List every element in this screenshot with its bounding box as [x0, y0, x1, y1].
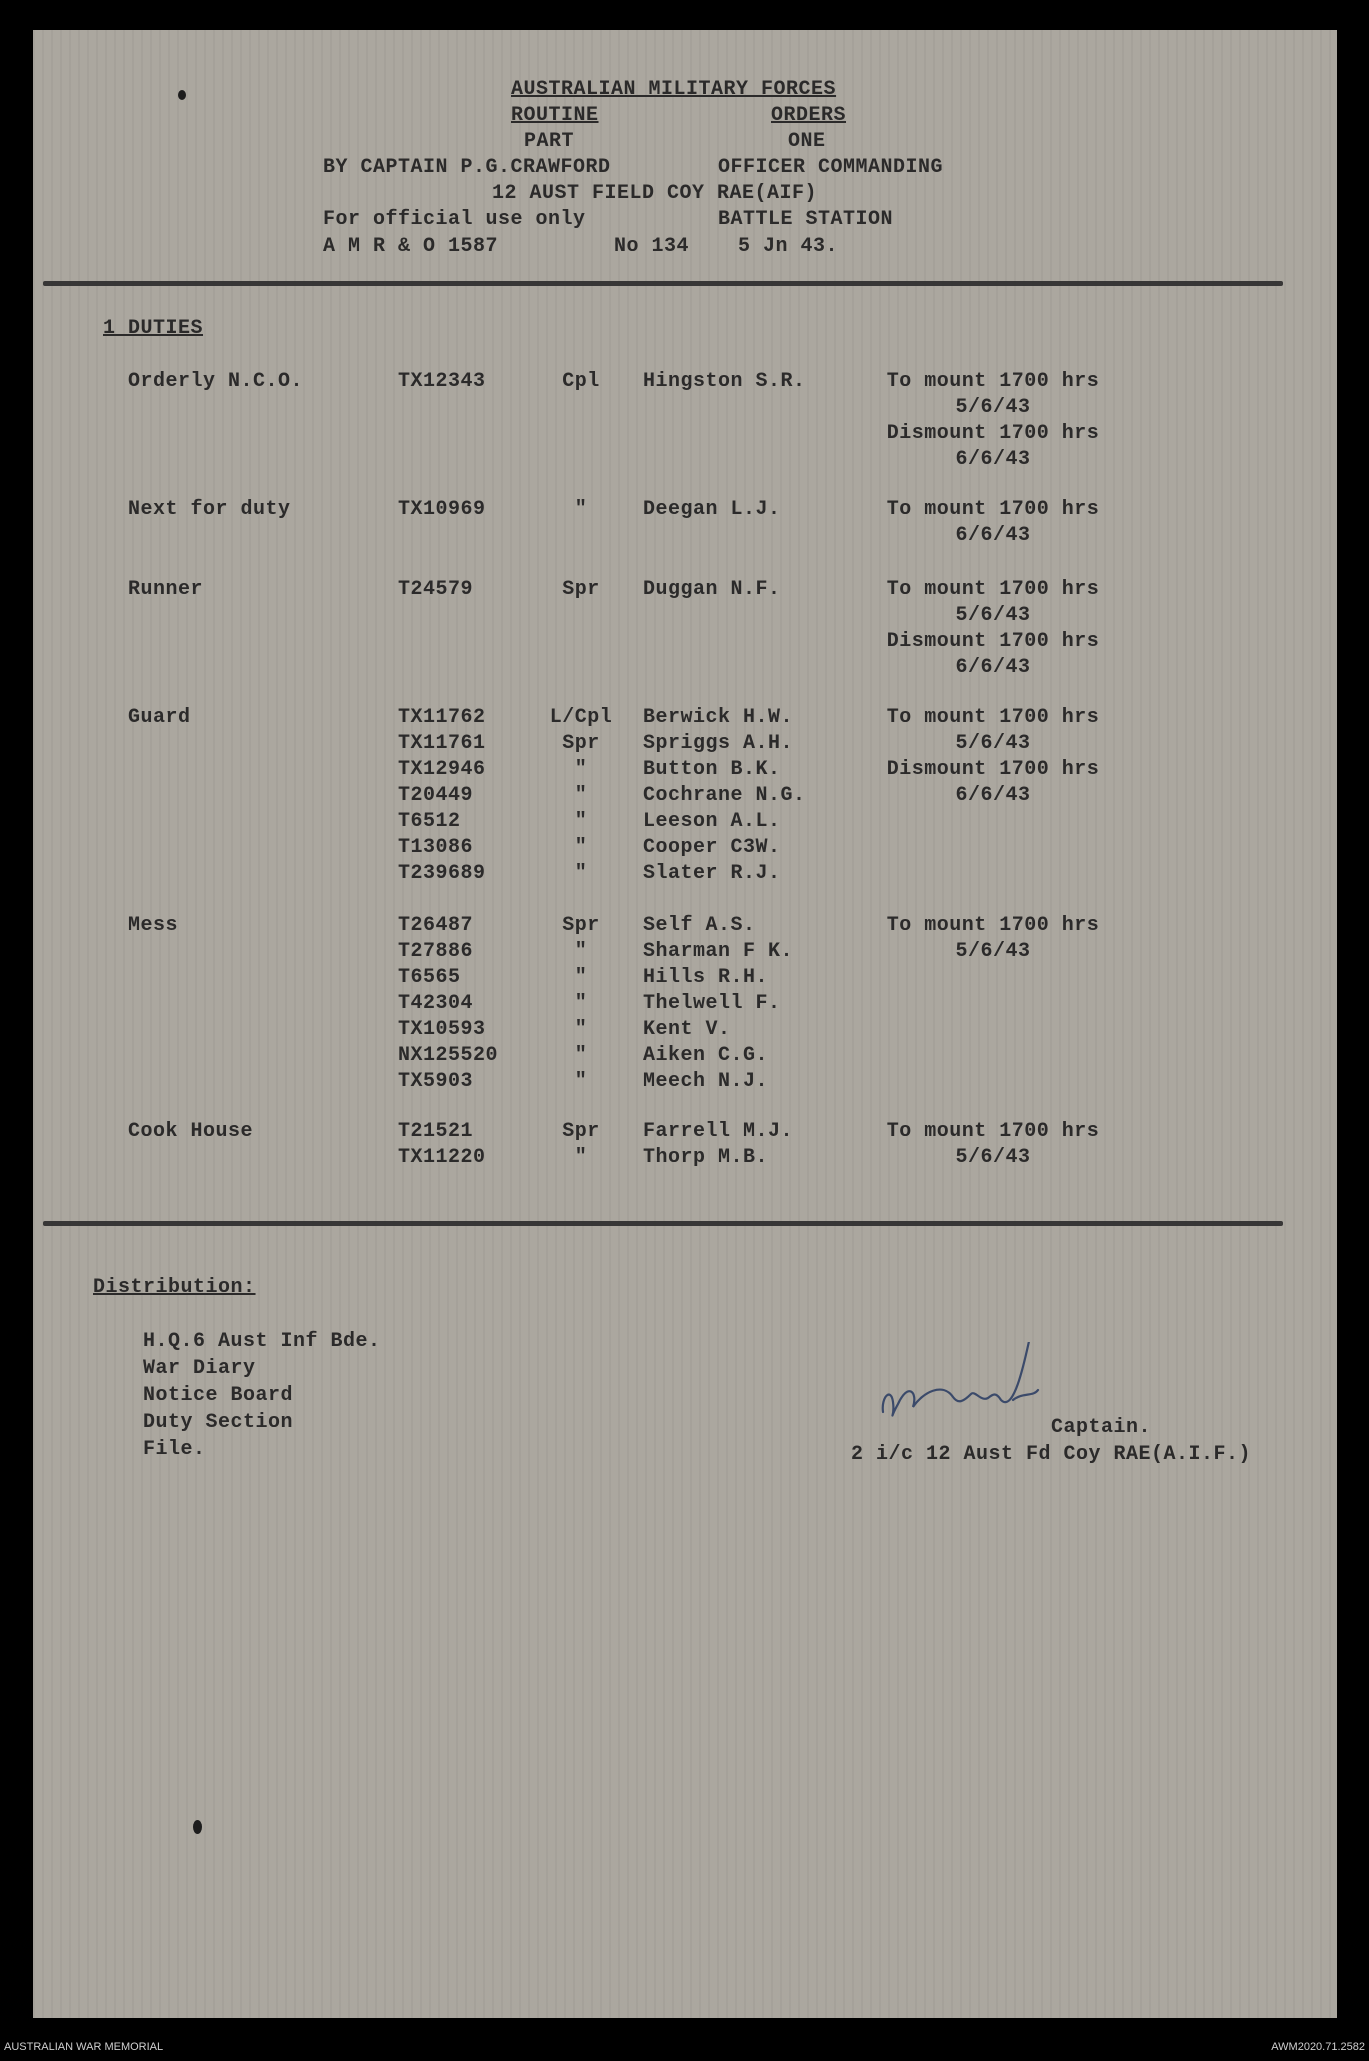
service-number: TX10593: [398, 1018, 486, 1041]
service-number: TX10969: [398, 498, 486, 521]
footer-source: AUSTRALIAN WAR MEMORIAL: [4, 2041, 164, 2053]
duty-remark: 5/6/43: [955, 732, 1031, 755]
duty-remark: To mount 1700 hrs: [886, 498, 1100, 521]
ink-speck: [178, 90, 186, 100]
duty-remark: Dismount 1700 hrs: [886, 422, 1100, 445]
rank: ": [574, 498, 588, 521]
header-by-captain: BY CAPTAIN P.G.CRAWFORD: [323, 156, 611, 179]
member-name: Leeson A.L.: [643, 810, 781, 833]
service-number: T6512: [398, 810, 461, 833]
rank: ": [574, 1070, 588, 1093]
bottom-rule: [43, 1221, 1283, 1226]
service-number: TX11220: [398, 1146, 486, 1169]
section-title: 1 DUTIES: [103, 317, 204, 340]
member-name: Self A.S.: [643, 914, 756, 937]
member-name: Button B.K.: [643, 758, 781, 781]
ink-speck: [193, 1820, 202, 1834]
duty-remark: 6/6/43: [955, 784, 1031, 807]
service-number: TX12946: [398, 758, 486, 781]
rank: ": [574, 940, 588, 963]
rank: Spr: [562, 578, 600, 601]
distribution-title: Distribution:: [93, 1276, 256, 1299]
service-number: T239689: [398, 862, 486, 885]
document-page: [33, 30, 1337, 2018]
duty-remark: To mount 1700 hrs: [886, 1120, 1100, 1143]
rank: Spr: [562, 1120, 600, 1143]
distribution-item: War Diary: [143, 1357, 256, 1380]
service-number: T13086: [398, 836, 474, 859]
rank: ": [574, 836, 588, 859]
member-name: Meech N.J.: [643, 1070, 769, 1093]
service-number: T42304: [398, 992, 474, 1015]
service-number: TX5903: [398, 1070, 474, 1093]
service-number: T24579: [398, 578, 474, 601]
header-orders: ORDERS: [771, 104, 847, 127]
duty-remark: 6/6/43: [955, 448, 1031, 471]
duty-role: Next for duty: [128, 498, 291, 521]
member-name: Sharman F K.: [643, 940, 794, 963]
header-routine: ROUTINE: [511, 104, 599, 127]
duty-remark: 5/6/43: [955, 396, 1031, 419]
duty-remark: To mount 1700 hrs: [886, 578, 1100, 601]
header-title: AUSTRALIAN MILITARY FORCES: [511, 78, 837, 101]
member-name: Aiken C.G.: [643, 1044, 769, 1067]
rank: Spr: [562, 732, 600, 755]
header-official-use: For official use only: [323, 208, 586, 231]
signature-title: Captain.: [1051, 1416, 1152, 1439]
member-name: Thorp M.B.: [643, 1146, 769, 1169]
rank: ": [574, 862, 588, 885]
footer-reference: AWM2020.71.2582: [1271, 2041, 1365, 2053]
header-unit: 12 AUST FIELD COY RAE(AIF): [492, 182, 818, 205]
member-name: Duggan N.F.: [643, 578, 781, 601]
signature-role: 2 i/c 12 Aust Fd Coy RAE(A.I.F.): [851, 1443, 1252, 1466]
duty-role: Cook House: [128, 1120, 254, 1143]
header-part: PART: [524, 130, 575, 153]
rank: ": [574, 1018, 588, 1041]
distribution-item: Duty Section: [143, 1411, 294, 1434]
header-officer-commanding: OFFICER COMMANDING: [718, 156, 944, 179]
service-number: TX11762: [398, 706, 486, 729]
member-name: Slater R.J.: [643, 862, 781, 885]
distribution-item: Notice Board: [143, 1384, 294, 1407]
rank: Cpl: [562, 370, 600, 393]
distribution-item: H.Q.6 Aust Inf Bde.: [143, 1330, 381, 1353]
member-name: Deegan L.J.: [643, 498, 781, 521]
service-number: T20449: [398, 784, 474, 807]
rank: Spr: [562, 914, 600, 937]
duty-remark: To mount 1700 hrs: [886, 370, 1100, 393]
rank: ": [574, 784, 588, 807]
duty-role: Mess: [128, 914, 179, 937]
member-name: Hingston S.R.: [643, 370, 806, 393]
duty-role: Orderly N.C.O.: [128, 370, 304, 393]
duty-role: Guard: [128, 706, 191, 729]
rank: L/Cpl: [549, 706, 613, 729]
service-number: TX11761: [398, 732, 486, 755]
header-amr: A M R & O 1587: [323, 235, 499, 258]
duty-remark: 5/6/43: [955, 940, 1031, 963]
service-number: NX125520: [398, 1044, 499, 1067]
rank: ": [574, 758, 588, 781]
duty-remark: To mount 1700 hrs: [886, 914, 1100, 937]
duty-remark: 5/6/43: [955, 1146, 1031, 1169]
member-name: Kent V.: [643, 1018, 731, 1041]
member-name: Cooper C3W.: [643, 836, 781, 859]
header-order-no: No 134: [614, 235, 690, 258]
member-name: Hills R.H.: [643, 966, 769, 989]
service-number: T6565: [398, 966, 461, 989]
rank: ": [574, 1044, 588, 1067]
member-name: Spriggs A.H.: [643, 732, 794, 755]
service-number: TX12343: [398, 370, 486, 393]
service-number: T21521: [398, 1120, 474, 1143]
rank: ": [574, 966, 588, 989]
distribution-item: File.: [143, 1438, 206, 1461]
header-one: ONE: [788, 130, 826, 153]
duty-remark: 5/6/43: [955, 604, 1031, 627]
duty-role: Runner: [128, 578, 204, 601]
top-rule: [43, 281, 1283, 286]
duty-remark: 6/6/43: [955, 524, 1031, 547]
service-number: T27886: [398, 940, 474, 963]
rank: ": [574, 992, 588, 1015]
duty-remark: Dismount 1700 hrs: [886, 758, 1100, 781]
header-date: 5 Jn 43.: [738, 235, 839, 258]
member-name: Berwick H.W.: [643, 706, 794, 729]
member-name: Thelwell F.: [643, 992, 781, 1015]
member-name: Farrell M.J.: [643, 1120, 794, 1143]
duty-remark: 6/6/43: [955, 656, 1031, 679]
rank: ": [574, 810, 588, 833]
header-battle-station: BATTLE STATION: [718, 208, 894, 231]
service-number: T26487: [398, 914, 474, 937]
rank: ": [574, 1146, 588, 1169]
member-name: Cochrane N.G.: [643, 784, 806, 807]
duty-remark: To mount 1700 hrs: [886, 706, 1100, 729]
duty-remark: Dismount 1700 hrs: [886, 630, 1100, 653]
